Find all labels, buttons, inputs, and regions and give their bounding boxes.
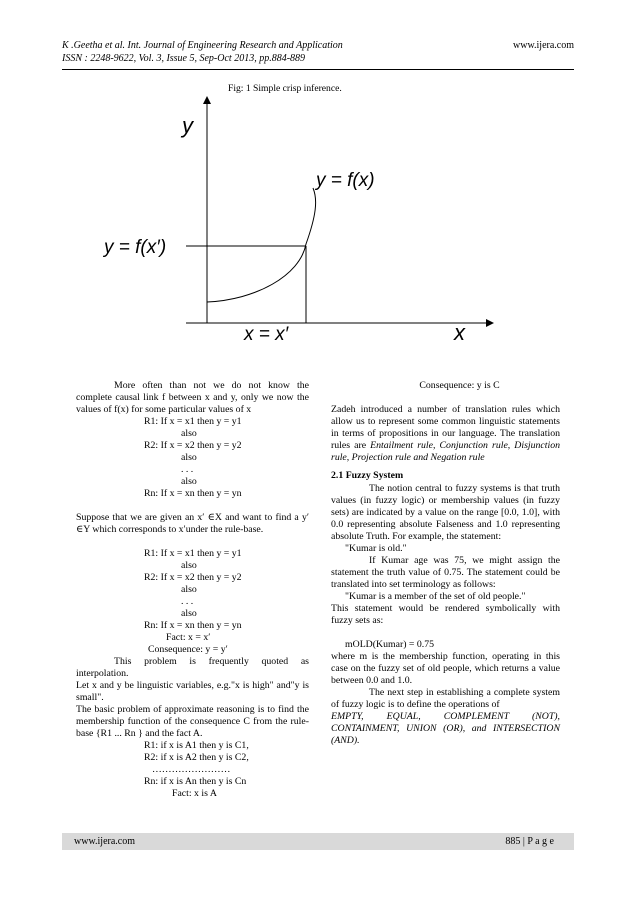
rule-line: also (181, 560, 197, 571)
rule-line: . . . (181, 596, 194, 607)
rule-line: R2: If x = x2 then y = y2 (144, 440, 242, 451)
paragraph-intro: More often than not we do not know the complete causal link f between x and y, only we now the values of f(x) for some particular values of x (76, 380, 309, 415)
zadeh-text: Zadeh introduced a number of translation rules which allow us to represent some common linguistic statements in terms of propositions in our language. The translation rules are (331, 404, 560, 451)
x-prime-label: x = x′ (244, 324, 289, 345)
consequence-line: Consequence: y = y′ (148, 644, 228, 655)
paragraph-fuzzy-system: The notion central to fuzzy systems is that truth values (in fuzzy logic) or membership values (in fuzzy sets) are indicated by a value on the range [0.0, 1.0], with 0.0 representing absolute Falseness and 1.0 representing absolute Truth. For example, the statement: (331, 483, 560, 542)
rule-line: also (181, 452, 197, 463)
rule-line: R2: if x is A2 then y is C2, (144, 752, 249, 763)
paragraph-membership: where m is the membership function, operating in this case on the fuzzy set of old people, which returns a value between 0.0 and 1.0. (331, 651, 560, 686)
figure-caption: Fig: 1 Simple crisp inference. (228, 83, 342, 94)
rule-line: Rn: if x is An then y is Cn (144, 776, 247, 787)
paragraph-suppose: Suppose that we are given an x′ ∈X and want to find a y′ ∈Y which corresponds to x′under the rule-base. (76, 512, 309, 535)
paragraph-symbolic: This statement would be rendered symbolically with fuzzy sets as: (331, 603, 560, 626)
rule-line: R1: if x is A1 then y is C1, (144, 740, 249, 751)
paragraph-next-step: The next step in establishing a complete system of fuzzy logic is to define the operations of (331, 687, 560, 710)
rule-line: . . . (181, 464, 194, 475)
paragraph-truth-value: If Kumar age was 75, we might assign the statement the truth value of 0.75. The statement could be translated into set terminology as follows: (331, 555, 560, 590)
rule-base-2 (144, 548, 309, 656)
quote-kumar-old: "Kumar is old." (345, 543, 407, 554)
header-rule (62, 69, 574, 70)
consequence-line: Consequence: y is C (419, 380, 500, 391)
rule-line: R2: If x = x2 then y = y2 (144, 572, 242, 583)
rule-line: also (181, 584, 197, 595)
rule-line: R1: If x = x1 then y = y1 (144, 548, 242, 559)
footer-website: www.ijera.com (74, 836, 135, 847)
paragraph-linguistic: Let x and y be linguistic variables, e.g."x is high" and"y is small". (76, 680, 309, 703)
fact-line: Fact: x = x′ (166, 632, 211, 643)
rule-base-3 (144, 740, 309, 800)
paragraph-zadeh (331, 404, 560, 464)
header-website: www.ijera.com (513, 40, 574, 51)
fact-line: Fact: x is A (172, 788, 217, 799)
rule-line: Rn: If x = xn then y = yn (144, 488, 242, 499)
y-axis-label: y (182, 113, 193, 138)
rule-line: …………………… (152, 764, 231, 775)
rule-line: also (181, 428, 197, 439)
crisp-inference-figure (0, 90, 638, 350)
fx-prime-label: y = f(x′) (104, 237, 167, 258)
running-header (62, 40, 574, 64)
translation-rules: Entailment rule, Conjunction rule, Disjunction rule, Projection rule and Negation rule (331, 440, 561, 463)
right-column (331, 380, 560, 747)
header-issn: ISSN : 2248-9622, Vol. 3, Issue 5, Sep-Oct 2013, pp.884-889 (62, 53, 306, 64)
paragraph-approx-reasoning: The basic problem of approximate reasoning is to find the membership function of the consequence C from the rule-base {R1 ... Rn } and the fact A. (76, 704, 309, 739)
rule-line: Rn: If x = xn then y = yn (144, 620, 242, 631)
header-authors: K .Geetha et al. Int. Journal of Engineering Research and Application (62, 40, 343, 51)
rule-base-1 (144, 416, 309, 500)
paragraph-interpolation: This problem is frequently quoted as interpolation. (76, 656, 309, 679)
quote-kumar-member: "Kumar is a member of the set of old people." (345, 591, 526, 602)
page-footer (62, 833, 574, 850)
rule-line: also (181, 608, 197, 619)
footer-page-number: 885 | P a g e (505, 836, 554, 847)
formula: mOLD(Kumar) = 0.75 (345, 639, 435, 650)
function-curve (207, 188, 316, 302)
rule-line: also (181, 476, 197, 487)
fuzzy-operations: EMPTY, EQUAL, COMPLEMENT (NOT), CONTAINMENT, UNION (OR), and INTERSECTION (AND). (331, 711, 560, 746)
x-axis-label: x (454, 320, 465, 345)
rule-line: R1: If x = x1 then y = y1 (144, 416, 242, 427)
left-column (76, 380, 309, 800)
curve-label: y = f(x) (316, 170, 375, 191)
section-heading: 2.1 Fuzzy System (331, 470, 404, 481)
